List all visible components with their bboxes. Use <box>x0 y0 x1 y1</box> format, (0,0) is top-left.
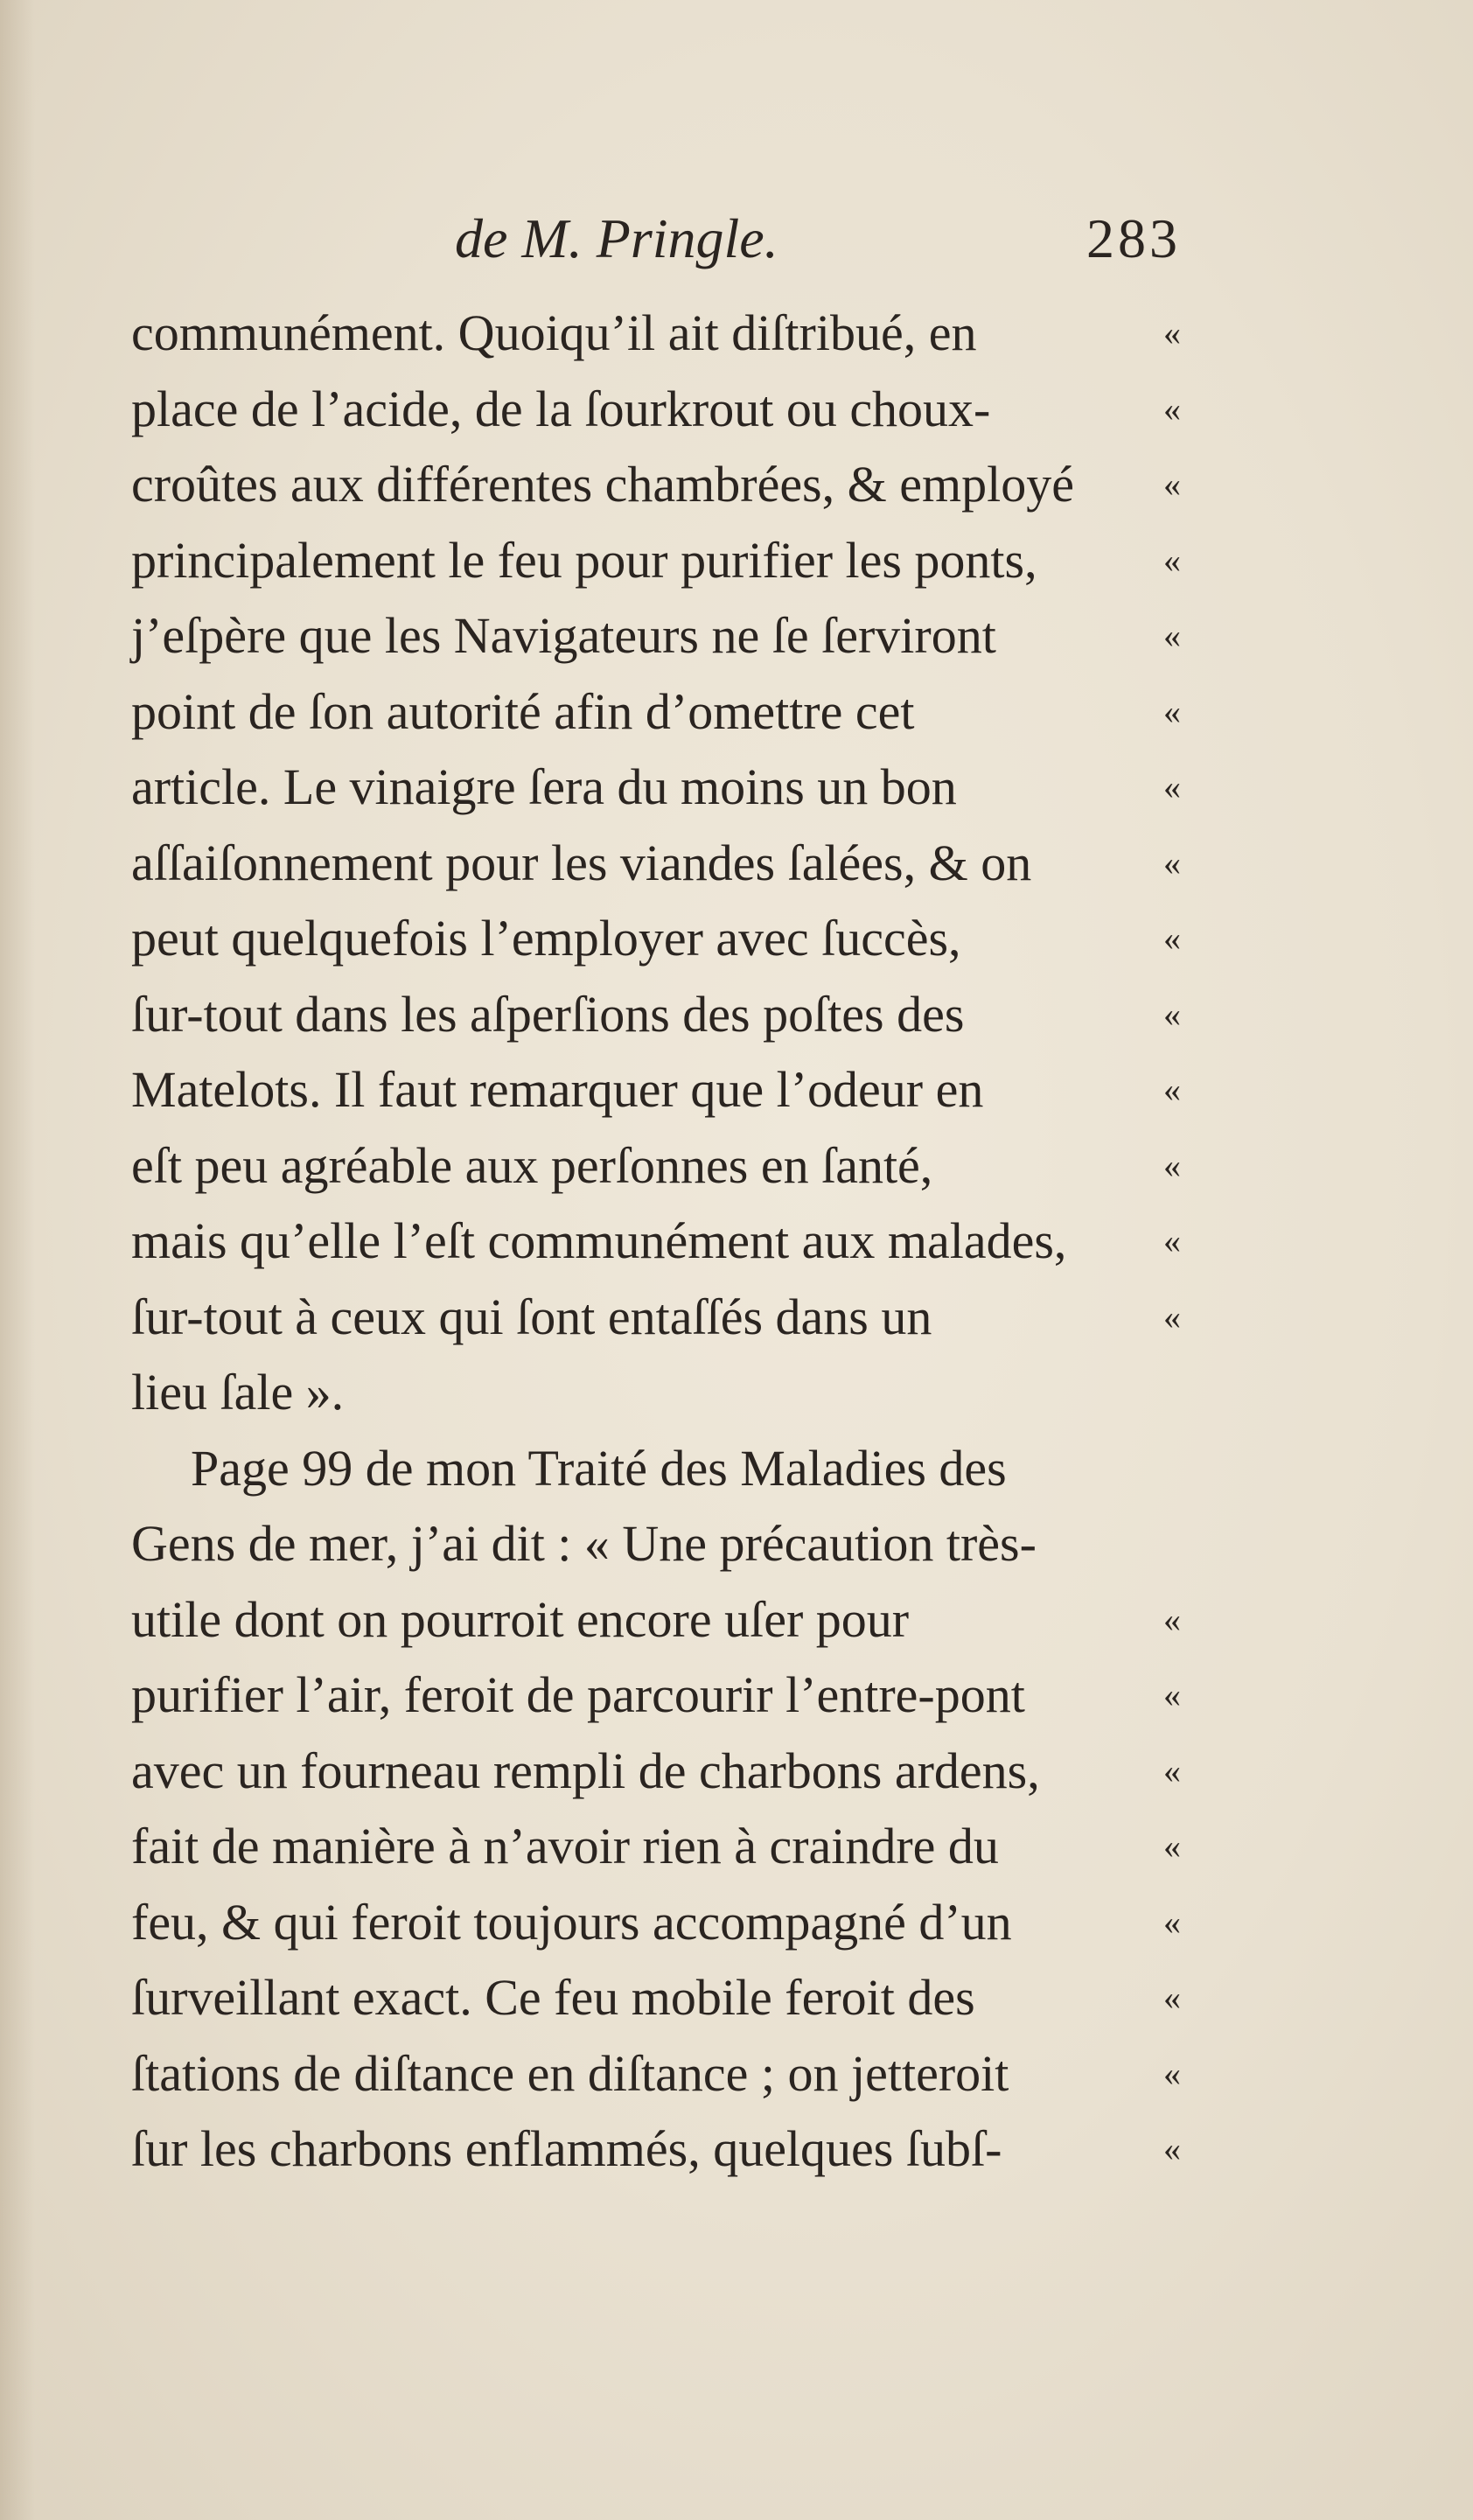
line-text: lieu ſale ». <box>131 1364 345 1421</box>
line-text: ſtations de diſtance en diſtance ; on jetteroit <box>131 2044 1009 2102</box>
text-line <box>131 296 1190 372</box>
page-number: 283 <box>1086 207 1181 269</box>
quote-mark: « <box>1163 1675 1181 1714</box>
text-line <box>131 1506 1190 1582</box>
line-text: avec un fourneau rempli de charbons ardens, <box>131 1742 1040 1799</box>
line-text: eſt peu agréable aux perſonnes en ſanté, <box>131 1136 933 1194</box>
line-text: Page 99 de mon Traité des Maladies des <box>191 1439 1007 1497</box>
quote-mark: « <box>1163 918 1181 958</box>
text-line <box>131 826 1190 902</box>
line-text: feu, & qui feroit toujours accompagné d’un <box>131 1893 1012 1951</box>
line-text: communément. Quoiqu’il ait diſtribué, en <box>131 304 977 361</box>
line-text: j’eſpère que les Navigateurs ne ſe ſerviront <box>131 607 996 664</box>
line-text: fait de manière à n’avoir rien à craindre du <box>131 1818 999 1874</box>
quote-mark: « <box>1163 691 1181 731</box>
line-text: Gens de mer, j’ai dit : « Une précaution très- <box>131 1515 1037 1572</box>
line-text: mais qu’elle l’eſt communément aux malades, <box>131 1212 1067 1269</box>
quote-mark: « <box>1163 2129 1181 2168</box>
text-line <box>131 2036 1190 2112</box>
line-text: place de l’acide, de la ſourkrout ou choux- <box>131 380 991 437</box>
text-line <box>131 977 1190 1053</box>
line-text: ſur-tout à ceux qui ſont entaſſés dans un <box>131 1288 932 1345</box>
quote-mark: « <box>1163 313 1181 353</box>
text-line <box>131 1204 1190 1280</box>
body-text <box>131 296 1190 2188</box>
quote-mark: « <box>1163 1145 1181 1185</box>
quote-mark: « <box>1163 540 1181 580</box>
line-text: purifier l’air, feroit de parcourir l’entre-pont <box>131 1666 1025 1723</box>
quote-mark: « <box>1163 1221 1181 1260</box>
quote-mark: « <box>1163 767 1181 806</box>
text-line <box>131 750 1190 826</box>
running-title: de M. Pringle. <box>455 207 778 269</box>
text-line <box>131 1280 1190 1356</box>
text-line <box>131 1885 1190 1961</box>
text-line <box>131 1431 1190 1507</box>
text-line <box>131 372 1190 448</box>
quote-mark: « <box>1163 1902 1181 1942</box>
page-edge-shadow <box>0 0 35 2520</box>
text-line <box>131 523 1190 599</box>
line-text: principalement le feu pour purifier les ponts, <box>131 531 1037 589</box>
line-text: article. Le vinaigre ſera du moins un bon <box>131 758 957 815</box>
text-line <box>131 2112 1190 2188</box>
text-line <box>131 1052 1190 1128</box>
line-text: ſur les charbons enflammés, quelques ſubſ- <box>131 2120 1002 2177</box>
quote-mark: « <box>1163 616 1181 655</box>
line-text: Matelots. Il faut remarquer que l’odeur en <box>131 1061 984 1118</box>
line-text: aſſaiſonnement pour les viandes ſalées, & on <box>131 834 1032 891</box>
text-line <box>131 1960 1190 2036</box>
quote-mark: « <box>1163 388 1181 429</box>
quote-mark: « <box>1163 994 1181 1034</box>
text-line <box>131 1355 1190 1431</box>
quote-mark: « <box>1163 1750 1181 1791</box>
quote-mark: « <box>1163 2053 1181 2093</box>
line-text: utile dont on pourroit encore uſer pour <box>131 1590 910 1648</box>
page-header <box>131 206 1190 276</box>
line-text: point de ſon autorité afin d’omettre cet <box>131 682 915 740</box>
line-text: ſurveillant exact. Ce feu mobile feroit des <box>131 1969 975 2026</box>
line-text: croûtes aux différentes chambrées, & employé <box>131 456 1074 513</box>
text-line <box>131 901 1190 977</box>
text-line <box>131 598 1190 674</box>
quote-mark: « <box>1163 1296 1181 1337</box>
quote-mark: « <box>1163 464 1181 504</box>
quote-mark: « <box>1163 1070 1181 1109</box>
text-line <box>131 1582 1190 1658</box>
quote-mark: « <box>1163 842 1181 883</box>
quote-mark: « <box>1163 1826 1181 1866</box>
line-text: peut quelquefois l’employer avec ſuccès, <box>131 910 961 967</box>
text-line <box>131 447 1190 523</box>
quote-mark: « <box>1163 1599 1181 1639</box>
text-line <box>131 674 1190 750</box>
text-line <box>131 1734 1190 1810</box>
quote-mark: « <box>1163 1978 1181 2017</box>
text-line <box>131 1128 1190 1204</box>
text-line <box>131 1809 1190 1885</box>
text-line <box>131 1658 1190 1734</box>
line-text: ſur-tout dans les aſperſions des poſtes des <box>131 985 965 1043</box>
